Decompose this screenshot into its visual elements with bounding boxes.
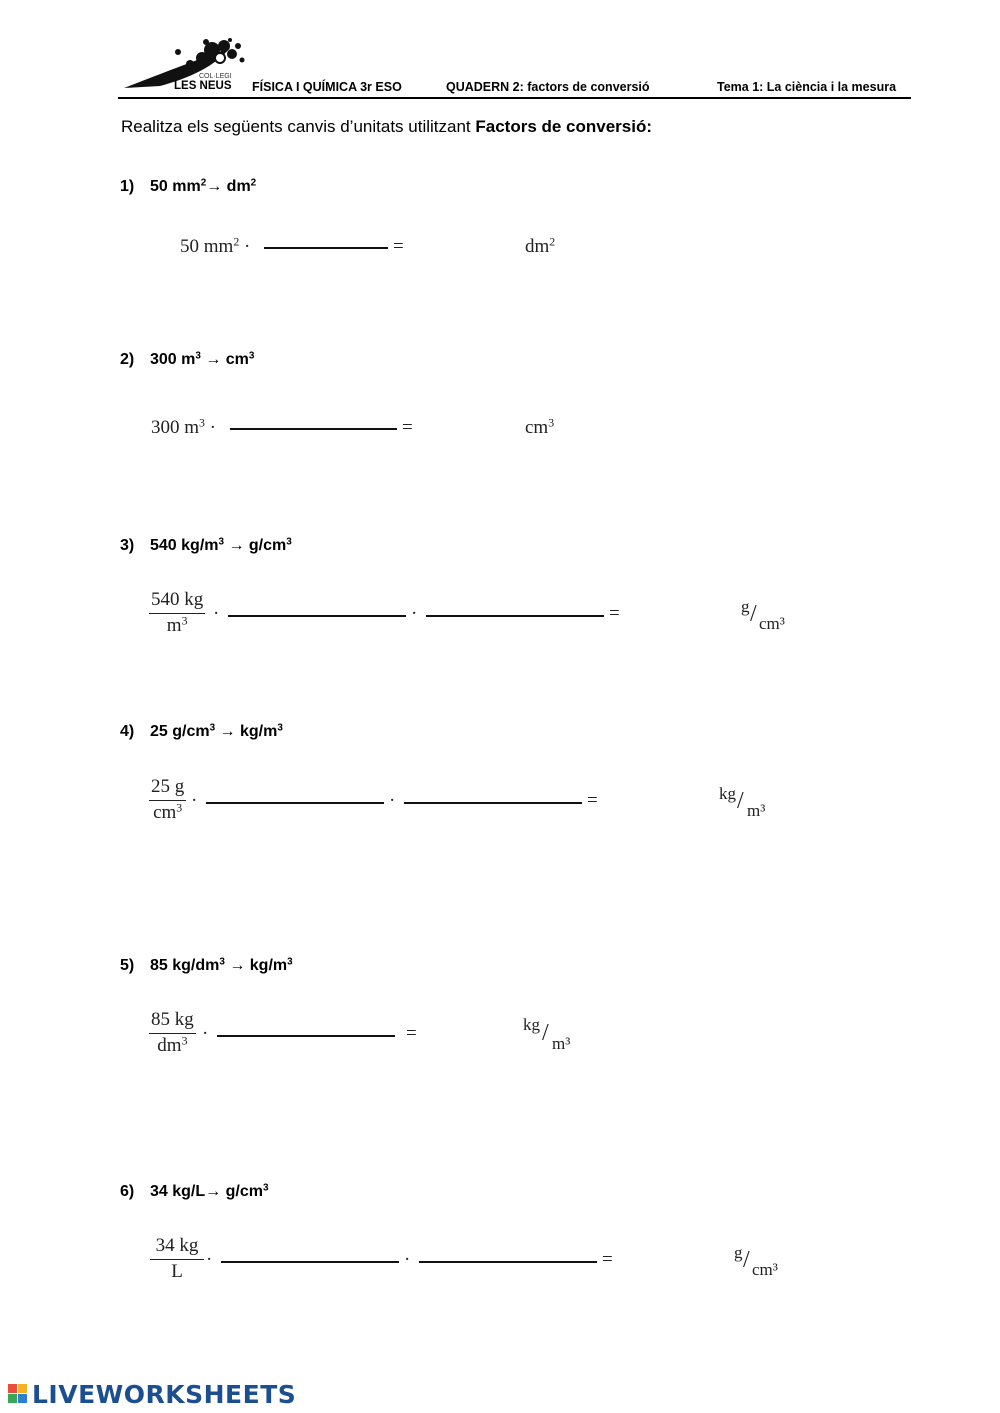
header-notebook: QUADERN 2: factors de conversió [446, 80, 650, 94]
exercise-1-result-unit: $dm^2$ [525, 235, 556, 257]
school-name: LES NEUS [174, 80, 232, 92]
exercise-3-dot-1: · [213, 603, 220, 624]
exercise-4-dot-2: · [389, 790, 396, 811]
exercise-6-dot-2: · [404, 1249, 411, 1270]
exercise-5-title: 5) 85 $kg/dm^3 \to kg/m^3$ [120, 956, 293, 974]
exercise-3-factor-line-2[interactable] [426, 615, 604, 617]
exercise-4-factor-line-1[interactable] [206, 802, 384, 804]
exercise-2-start: 300 $m^3$ · [151, 416, 216, 438]
exercise-1-factor-line[interactable] [264, 247, 388, 249]
exercise-4-factor-line-2[interactable] [404, 802, 582, 804]
exercise-1-title: 1) 50 $mm^2\to dm^2$ [120, 177, 257, 195]
exercise-5-factor-line[interactable] [217, 1035, 395, 1037]
exercise-3-factor-line-1[interactable] [228, 615, 406, 617]
liveworksheets-icon [8, 1384, 28, 1404]
header-subject: FÍSICA I QUÍMICA 3r ESO [252, 80, 402, 94]
exercise-4-equals: = [587, 790, 598, 811]
header-rule [118, 97, 911, 99]
header-topic: Tema 1: La ciència i la mesura [717, 80, 897, 94]
exercise-6-equals: = [602, 1249, 613, 1270]
exercise-6-title: 6) 34 $kg/L\to g/cm^3$ [120, 1182, 269, 1200]
exercise-6-factor-line-1[interactable] [221, 1261, 399, 1263]
exercise-6-dot-1: · [206, 1249, 213, 1270]
exercise-2-result-unit: $cm^3$ [525, 416, 555, 438]
exercise-4-fraction: $\frac{25 g}{cm^3}$ [151, 776, 185, 823]
exercise-3-fraction: $\frac{540 kg}{m^3}$ [151, 589, 204, 636]
exercise-3-title: 3) 540 $kg/m^3 \to g/cm^3$ [120, 536, 292, 554]
exercise-4-title: 4) 25 $g/cm^3 \to kg/m^3$ [120, 722, 283, 740]
exercise-3-equals: = [609, 603, 620, 624]
exercise-5-equals: = [406, 1023, 417, 1044]
exercise-3-dot-2: · [411, 603, 418, 624]
instructions-bold: Factors de conversió: [475, 117, 653, 136]
instructions-text: Realitza els següents canvis d’unitats utilitzant [121, 117, 476, 136]
exercise-6-fraction: $\frac{34 kg}{L}$ [150, 1235, 204, 1283]
liveworksheets-logo[interactable]: LIVEWORKSHEETS [32, 1380, 297, 1409]
exercise-5-dot: · [202, 1023, 209, 1044]
exercise-1-equals: = [393, 236, 404, 257]
exercise-4-dot-1: · [191, 790, 198, 811]
exercise-5-fraction: $\frac{85 kg}{dm^3}$ [151, 1009, 194, 1056]
exercise-2-title: 2) 300 $m^3 \to cm^3$ [120, 350, 255, 368]
exercise-6-factor-line-2[interactable] [419, 1261, 597, 1263]
exercise-2-factor-line[interactable] [230, 428, 397, 430]
exercise-2-equals: = [402, 417, 413, 438]
instructions [121, 117, 652, 137]
school-name-small: COL·LEGI [199, 73, 232, 80]
exercise-1-start: 50 $mm^2$ · [180, 235, 251, 257]
